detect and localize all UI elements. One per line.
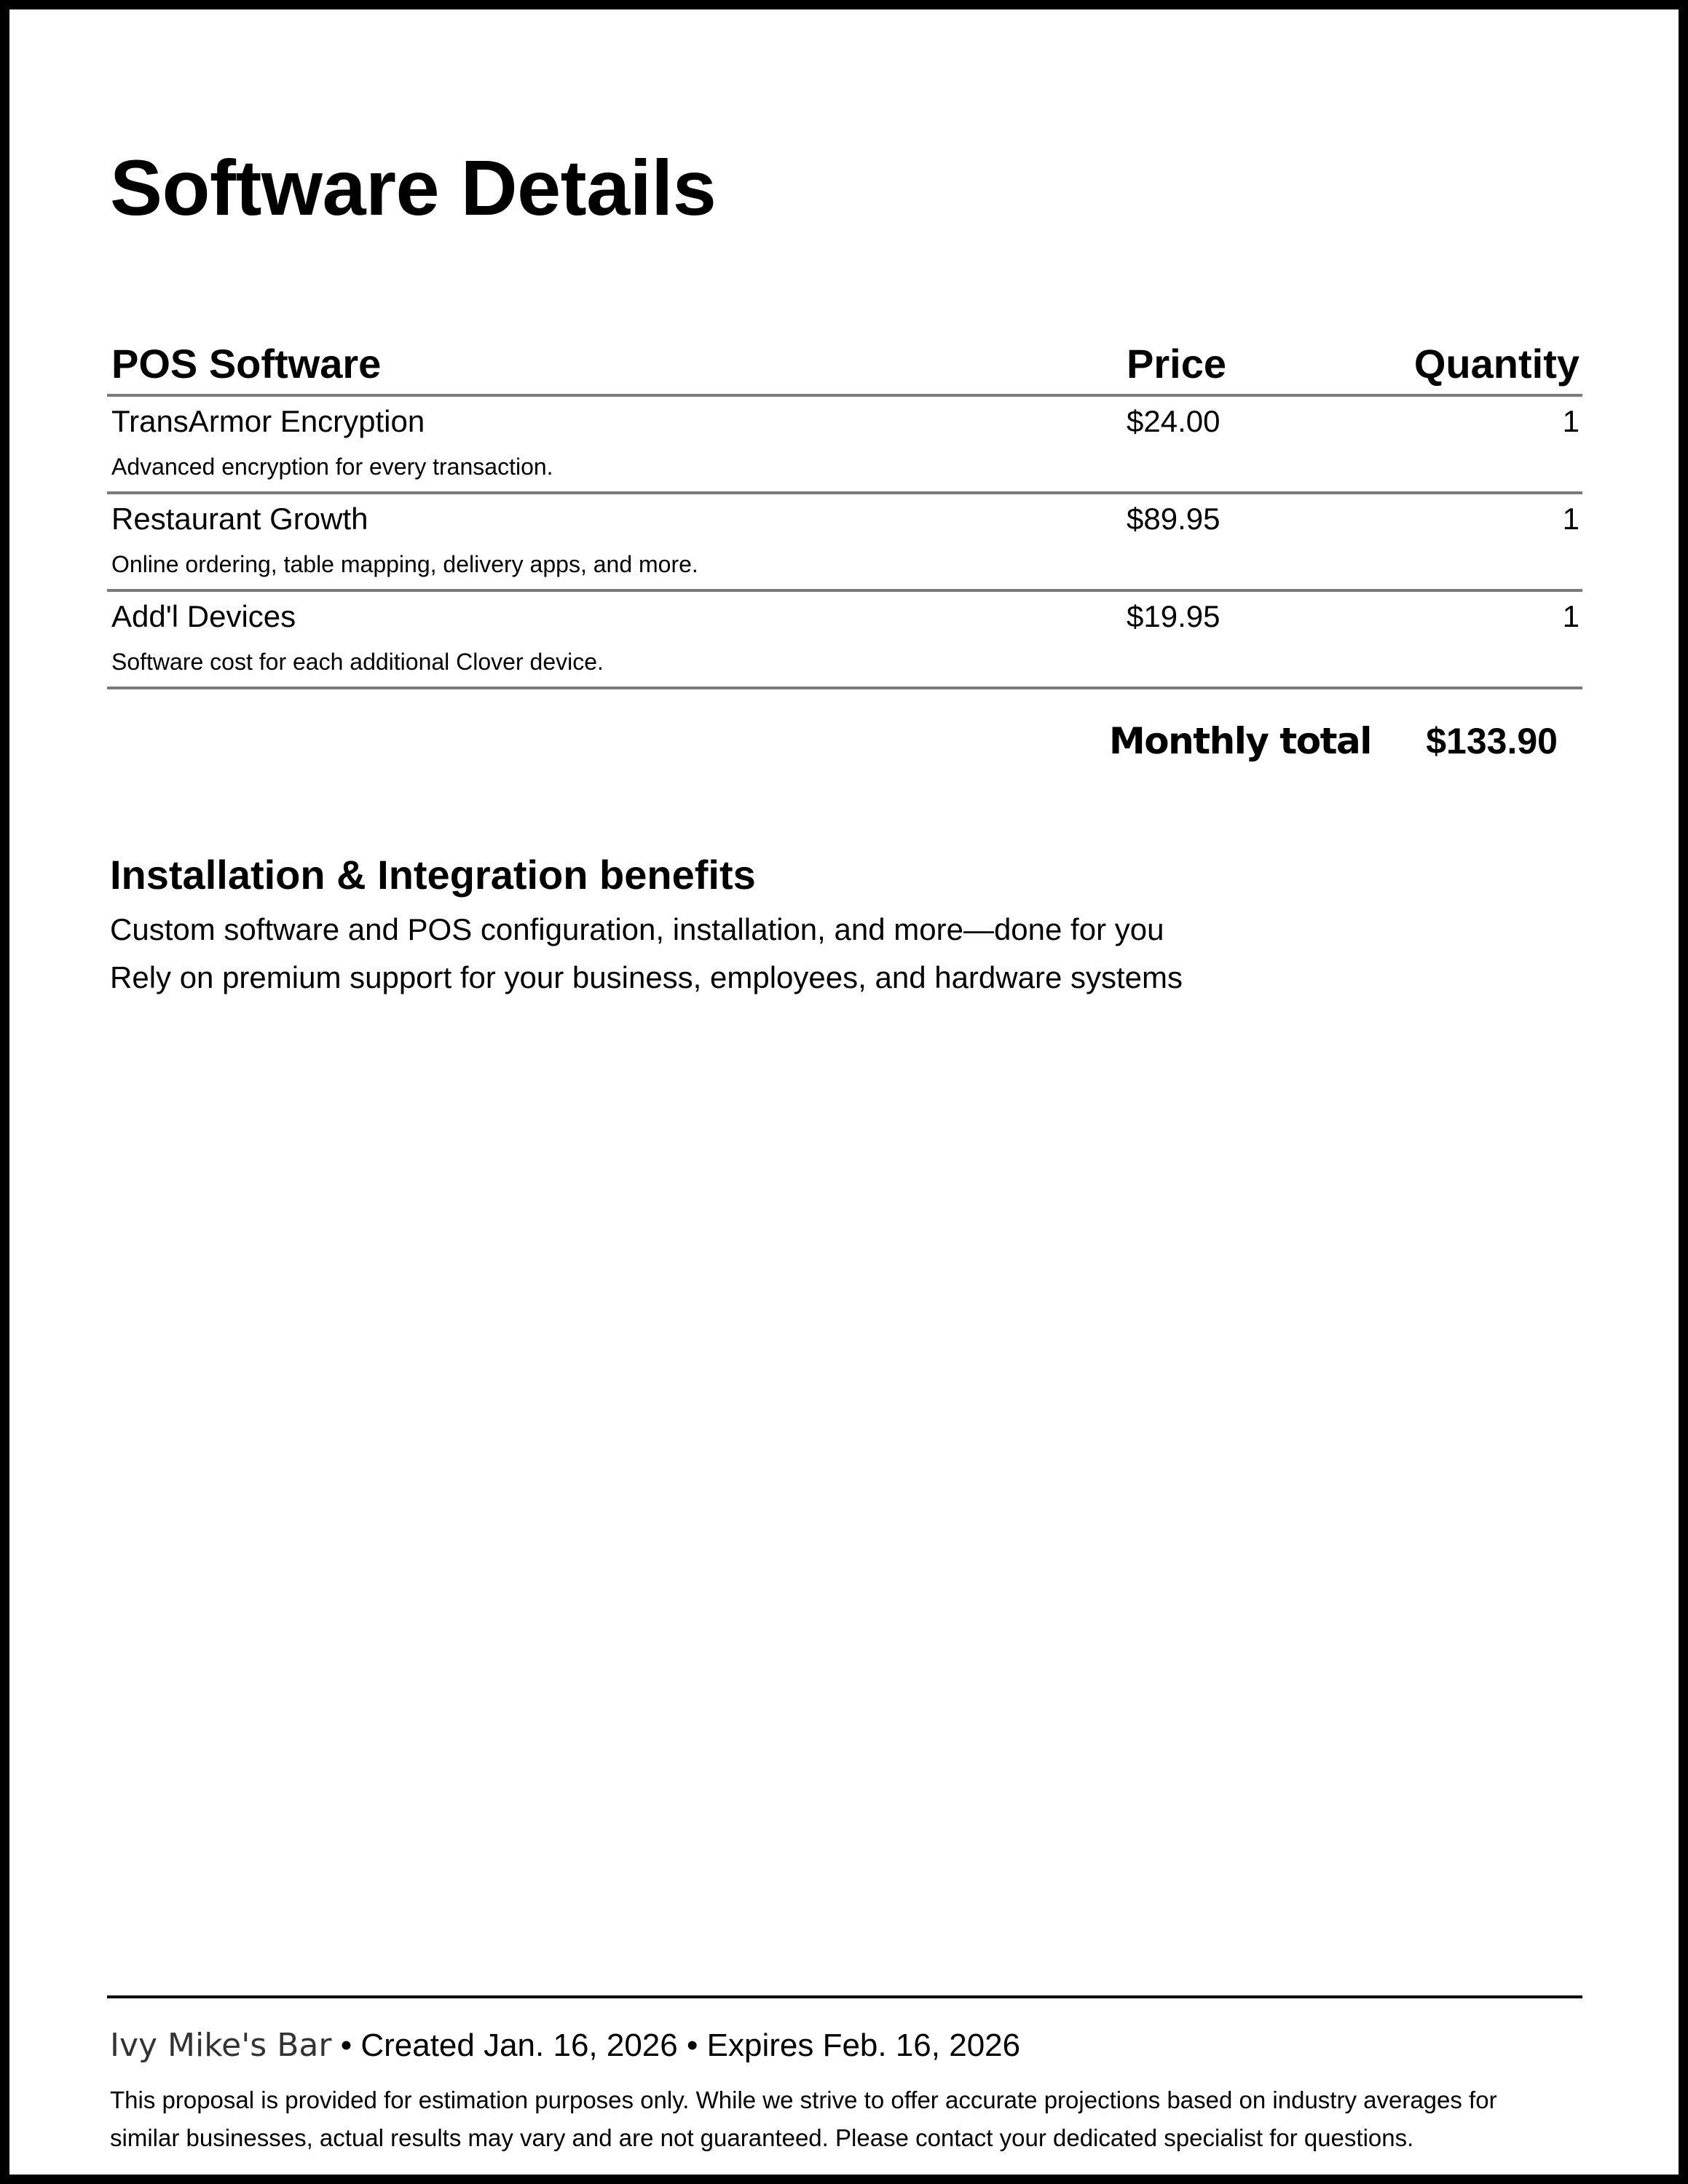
item-price: $19.95 [1127,599,1220,633]
item-name: Restaurant Growth [111,502,368,536]
table-row [107,494,1582,592]
column-header-price: Price [1127,341,1226,387]
footer-separator: • [331,2027,361,2063]
item-name: Add'l Devices [111,599,296,633]
monthly-total-value: $133.90 [1426,721,1558,761]
monthly-total-label: Monthly total [1109,720,1371,762]
footer-divider [107,1995,1582,1998]
benefit-line: Custom software and POS configuration, installation, and more—done for you [110,912,1164,946]
column-header-pos-software: POS Software [111,341,382,387]
page-content [100,9,1582,2175]
created-date: Created Jan. 16, 2026 [360,2027,678,2063]
software-table [107,334,1582,689]
item-name: TransArmor Encryption [111,404,425,438]
footer-separator: • [677,2027,707,2063]
column-header-quantity: Quantity [1413,341,1579,387]
table-row [107,592,1582,689]
page-title: Software Details [110,143,717,232]
table-row [107,397,1582,494]
item-price: $24.00 [1127,404,1220,438]
item-price: $89.95 [1127,502,1220,536]
item-quantity: 1 [1562,599,1579,633]
expires-date: Expires Feb. 16, 2026 [706,2027,1021,2063]
benefit-line: Rely on premium support for your business, employees, and hardware systems [110,960,1183,994]
benefits-heading: Installation & Integration benefits [110,852,756,898]
business-name: Ivy Mike's Bar [110,2027,332,2064]
table-header [107,334,1582,397]
footer-meta [110,2027,1020,2065]
item-description: Advanced encryption for every transaction. [111,454,553,480]
item-quantity: 1 [1562,404,1579,438]
item-quantity: 1 [1562,502,1579,536]
item-description: Online ordering, table mapping, delivery apps, and more. [111,551,698,577]
item-description: Software cost for each additional Clover device. [111,649,604,675]
disclaimer: This proposal is provided for estimation purposes only. While we strive to offer accurate projections based on industry averages for similar businesses, actual results may vary and are not guaranteed. Please contact your dedicated specialist for questions. [110,2086,1497,2151]
